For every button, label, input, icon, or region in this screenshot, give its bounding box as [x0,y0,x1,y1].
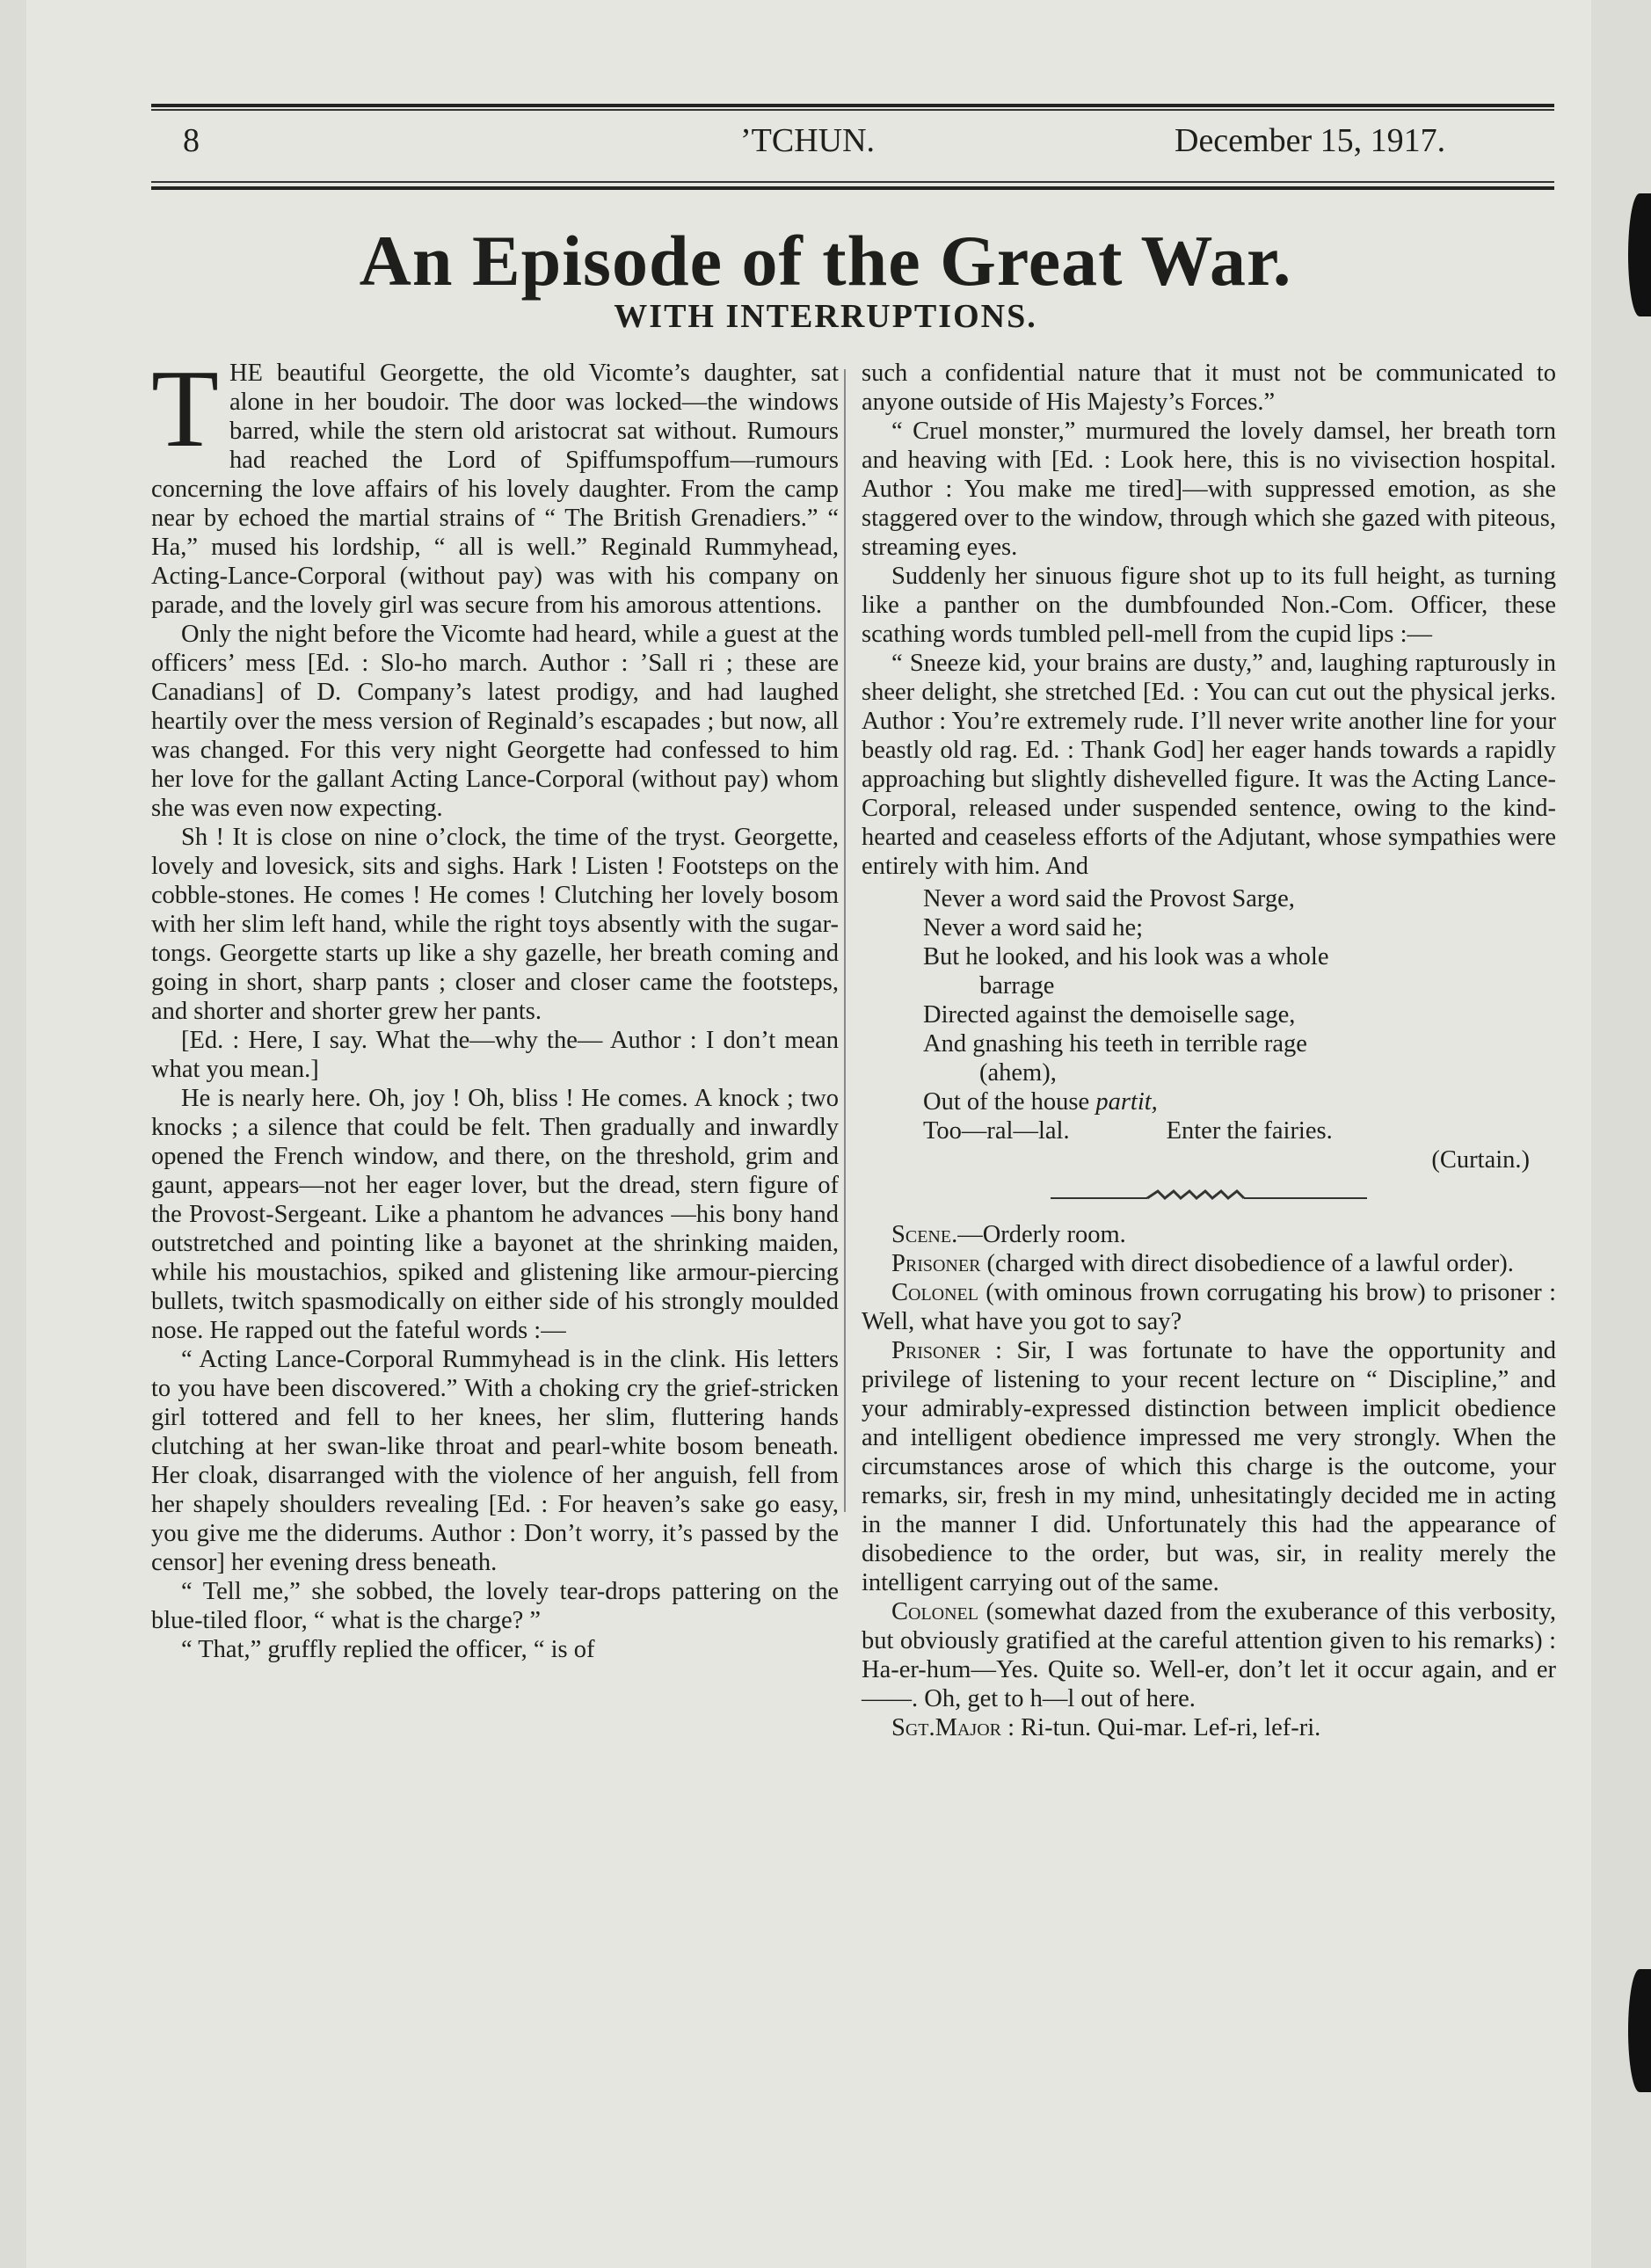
paragraph: such a confidential nature that it must not be communicated to anyone outside of His Majesty’s Forces.” [862,360,1556,416]
paragraph [862,1597,1556,1713]
header-rule-top [151,104,1554,107]
issue-date: December 15, 1917. [1175,122,1446,159]
drop-cap: T [151,348,219,470]
verse-line: Never a word said the Provost Sarge, [923,885,1295,912]
speaker-label: Prisoner : [891,1337,1002,1364]
speaker-label: Colonel [891,1279,978,1306]
verse-line: (ahem), [979,1059,1057,1087]
paragraph-text: (somewhat dazed from the exuberance of this verbosity, but obviously gratified at the careful attention given to his remarks) : Ha-er-hum—Yes. Quite so. Well-er, don’t let it occur again, and er——. Oh, get to h—l out of here. [862,1598,1556,1712]
paragraph-text: HE beautiful Georgette, the old Vicomte’s daughter, sat alone in her boudoir. The door was locked—the windows barred, while the stern old aristocrat sat without. Rumours had reached the Lord of Spiffumspoffum—rumours concerning the love affairs of his lovely daughter. From the camp near by echoed the martial strains of “ The British Grenadiers.” “ Ha,” mused his lordship, “ all is well.” Reginald Rummyhead, Acting-Lance-Corporal (without pay) was with his company on parade, and the lovely girl was secure from his amorous attentions. [151,360,839,619]
right-column [862,359,1556,1742]
verse-line: Directed against the demoiselle sage, [923,1001,1296,1029]
paragraph-text: (charged with direct disobedience of a lawful order). [980,1250,1514,1277]
binding-hole-bottom [1628,1969,1651,2092]
verse-italic: partit, [1095,1088,1158,1116]
paragraph: Only the night before the Vicomte had heard, while a guest at the officers’ mess [Ed. : Slo-ho march. Author : ’Sall ri ; these are Canadians] of D. Company’s latest prodigy, and had laughed heartily over the mess version of Reginald’s escapades ; but now, all was changed. For this very night Georgette had confessed to him her love for the gallant Acting Lance-Corporal (without pay) whom she was even now expecting. [151,621,839,822]
verse-text: Enter the fairies. [1166,1117,1333,1145]
paragraph: Sh ! It is close on nine o’clock, the time of the tryst. Georgette, lovely and lovesick, sits and sighs. Hark ! Listen ! Footsteps on the cobble-stones. He comes ! He comes ! Clutching her lovely bosom with her slim left hand, while the right toys absently with the sugar-tongs. Georgette starts up like a shy gazelle, her breath coming and going in short, sharp pants ; closer and closer came the footsteps, and shorter and shorter grew her pants. [151,824,839,1025]
paragraph-text: (with ominous frown corrugating his brow) to prisoner : Well, what have you got to say? [862,1279,1556,1335]
header-rule-bottom [151,186,1554,190]
paragraph: Suddenly her sinuous figure shot up to its full height, as turning like a panther on the dumbfounded Non.-Com. Officer, these scathing words tumbled pell-mell from the cupid lips :— [862,563,1556,648]
binding-hole-top [1628,193,1651,316]
header-rule-bottom-thin [151,181,1554,183]
paragraph-text: —Orderly room. [957,1221,1126,1248]
paragraph: “ Cruel monster,” murmured the lovely damsel, her breath torn and heaving with [Ed. : Look here, this is no vivisection hospital. Author : You make me tired]—with suppressed emotion, as she staggered over to the window, through which she gazed with piteous, streaming eyes. [862,418,1556,561]
paragraph [862,1220,1556,1249]
header-rule-top-thin [151,109,1554,111]
paragraph-text: Ri-tun. Qui-mar. Lef-ri, lef-ri. [1015,1714,1321,1741]
verse-line: (Curtain.) [1431,1146,1530,1174]
verse-text: Too—ral—lal. [923,1117,1070,1145]
article-title: An Episode of the Great War. [359,221,1292,301]
paragraph: “ That,” gruffly replied the officer, “ is of [181,1636,595,1663]
verse-line: barrage [979,972,1055,1000]
paragraph [862,1249,1556,1278]
paragraph-text: Sir, I was fortunate to have the opportunity and privilege of listening to your recent lecture on “ Discipline,” and your admirably-expressed distinction between implicit obedience and intelligent obedience impressed me very strongly. When the circumstances arose of which this charge is the outcome, your remarks, sir, fresh in my mind, unhesitatingly decided me in acting in the manner I did. Unfortunately this had the appearance of disobedience to the order, but was, sir, in reality merely the intelligent carrying out of the same. [862,1337,1556,1596]
verse-line [923,1087,1556,1116]
page-number: 8 [183,122,200,159]
paragraph [862,1713,1556,1742]
verse-line [923,1116,1556,1145]
paragraph: He is nearly here. Oh, joy ! Oh, bliss ! He comes. A knock ; two knocks ; a silence that could be felt. Then gradually and inwardly opened the French window, and there, on the threshold, grim and gaunt, appears—not her eager lover, but the dread, stern figure of the Provost-Sergeant. Like a phantom he advances —his bony hand outstretched and pointing like a bayonet at the shrinking maiden, while his moustachios, spiked and glistening like armour-piercing bullets, twitch spasmodically on either side of his strongly moulded nose. He rapped out the fateful words :— [151,1085,839,1344]
paragraph: “ Sneeze kid, your brains are dusty,” and, laughing rapturously in sheer delight, she stretched [Ed. : You can cut out the physical jerks. Author : You’re extremely rude. I’ll never write another line for your beastly old rag. Ed. : Thank God] her eager hands towards a rapidly approaching but slightly dishevelled figure. It was the Acting Lance-Corporal, released under suspended sentence, owing to the kind-hearted and ceaseless efforts of the Adjutant, whose sympathies were entirely with him. And [862,650,1556,880]
verse-text: Out of the house [923,1088,1090,1116]
section-ornament [862,1185,1556,1208]
journal-name: ’TCHUN. [740,122,876,159]
paragraph [151,348,839,620]
column-divider [844,369,846,1512]
verse-line: Never a word said he; [923,914,1144,941]
verse-line: But he looked, and his look was a whole [923,943,1329,970]
speaker-label: Scene. [891,1221,958,1248]
verse-line: And gnashing his teeth in terrible rage [923,1030,1307,1058]
speaker-label: Colonel [891,1598,978,1625]
verse [923,884,1556,1174]
paragraph: “ Tell me,” she sobbed, the lovely tear-drops pattering on the blue-tiled floor, “ what is the charge? ” [151,1578,839,1634]
speaker-label: Sgt.Major : [891,1714,1015,1741]
left-column [151,348,839,1664]
speaker-label: Prisoner [891,1250,981,1277]
paragraph [862,1336,1556,1597]
paragraph: “ Acting Lance-Corporal Rummyhead is in the clink. His letters to you have been discovered.” With a choking cry the grief-stricken girl tottered and fell to her knees, her slim, fluttering hands clutching at her swan-like throat and pearl-white bosom beneath. Her cloak, disarranged with the violence of her anguish, fell from her shapely shoulders revealing [Ed. : For heaven’s sake go easy, you give me the diderums. Author : Don’t worry, it’s passed by the censor] her evening dress beneath. [151,1346,839,1576]
article-subtitle: WITH INTERRUPTIONS. [614,298,1037,335]
paragraph [862,1278,1556,1336]
paragraph: [Ed. : Here, I say. What the—why the— Author : I don’t mean what you mean.] [151,1027,839,1083]
